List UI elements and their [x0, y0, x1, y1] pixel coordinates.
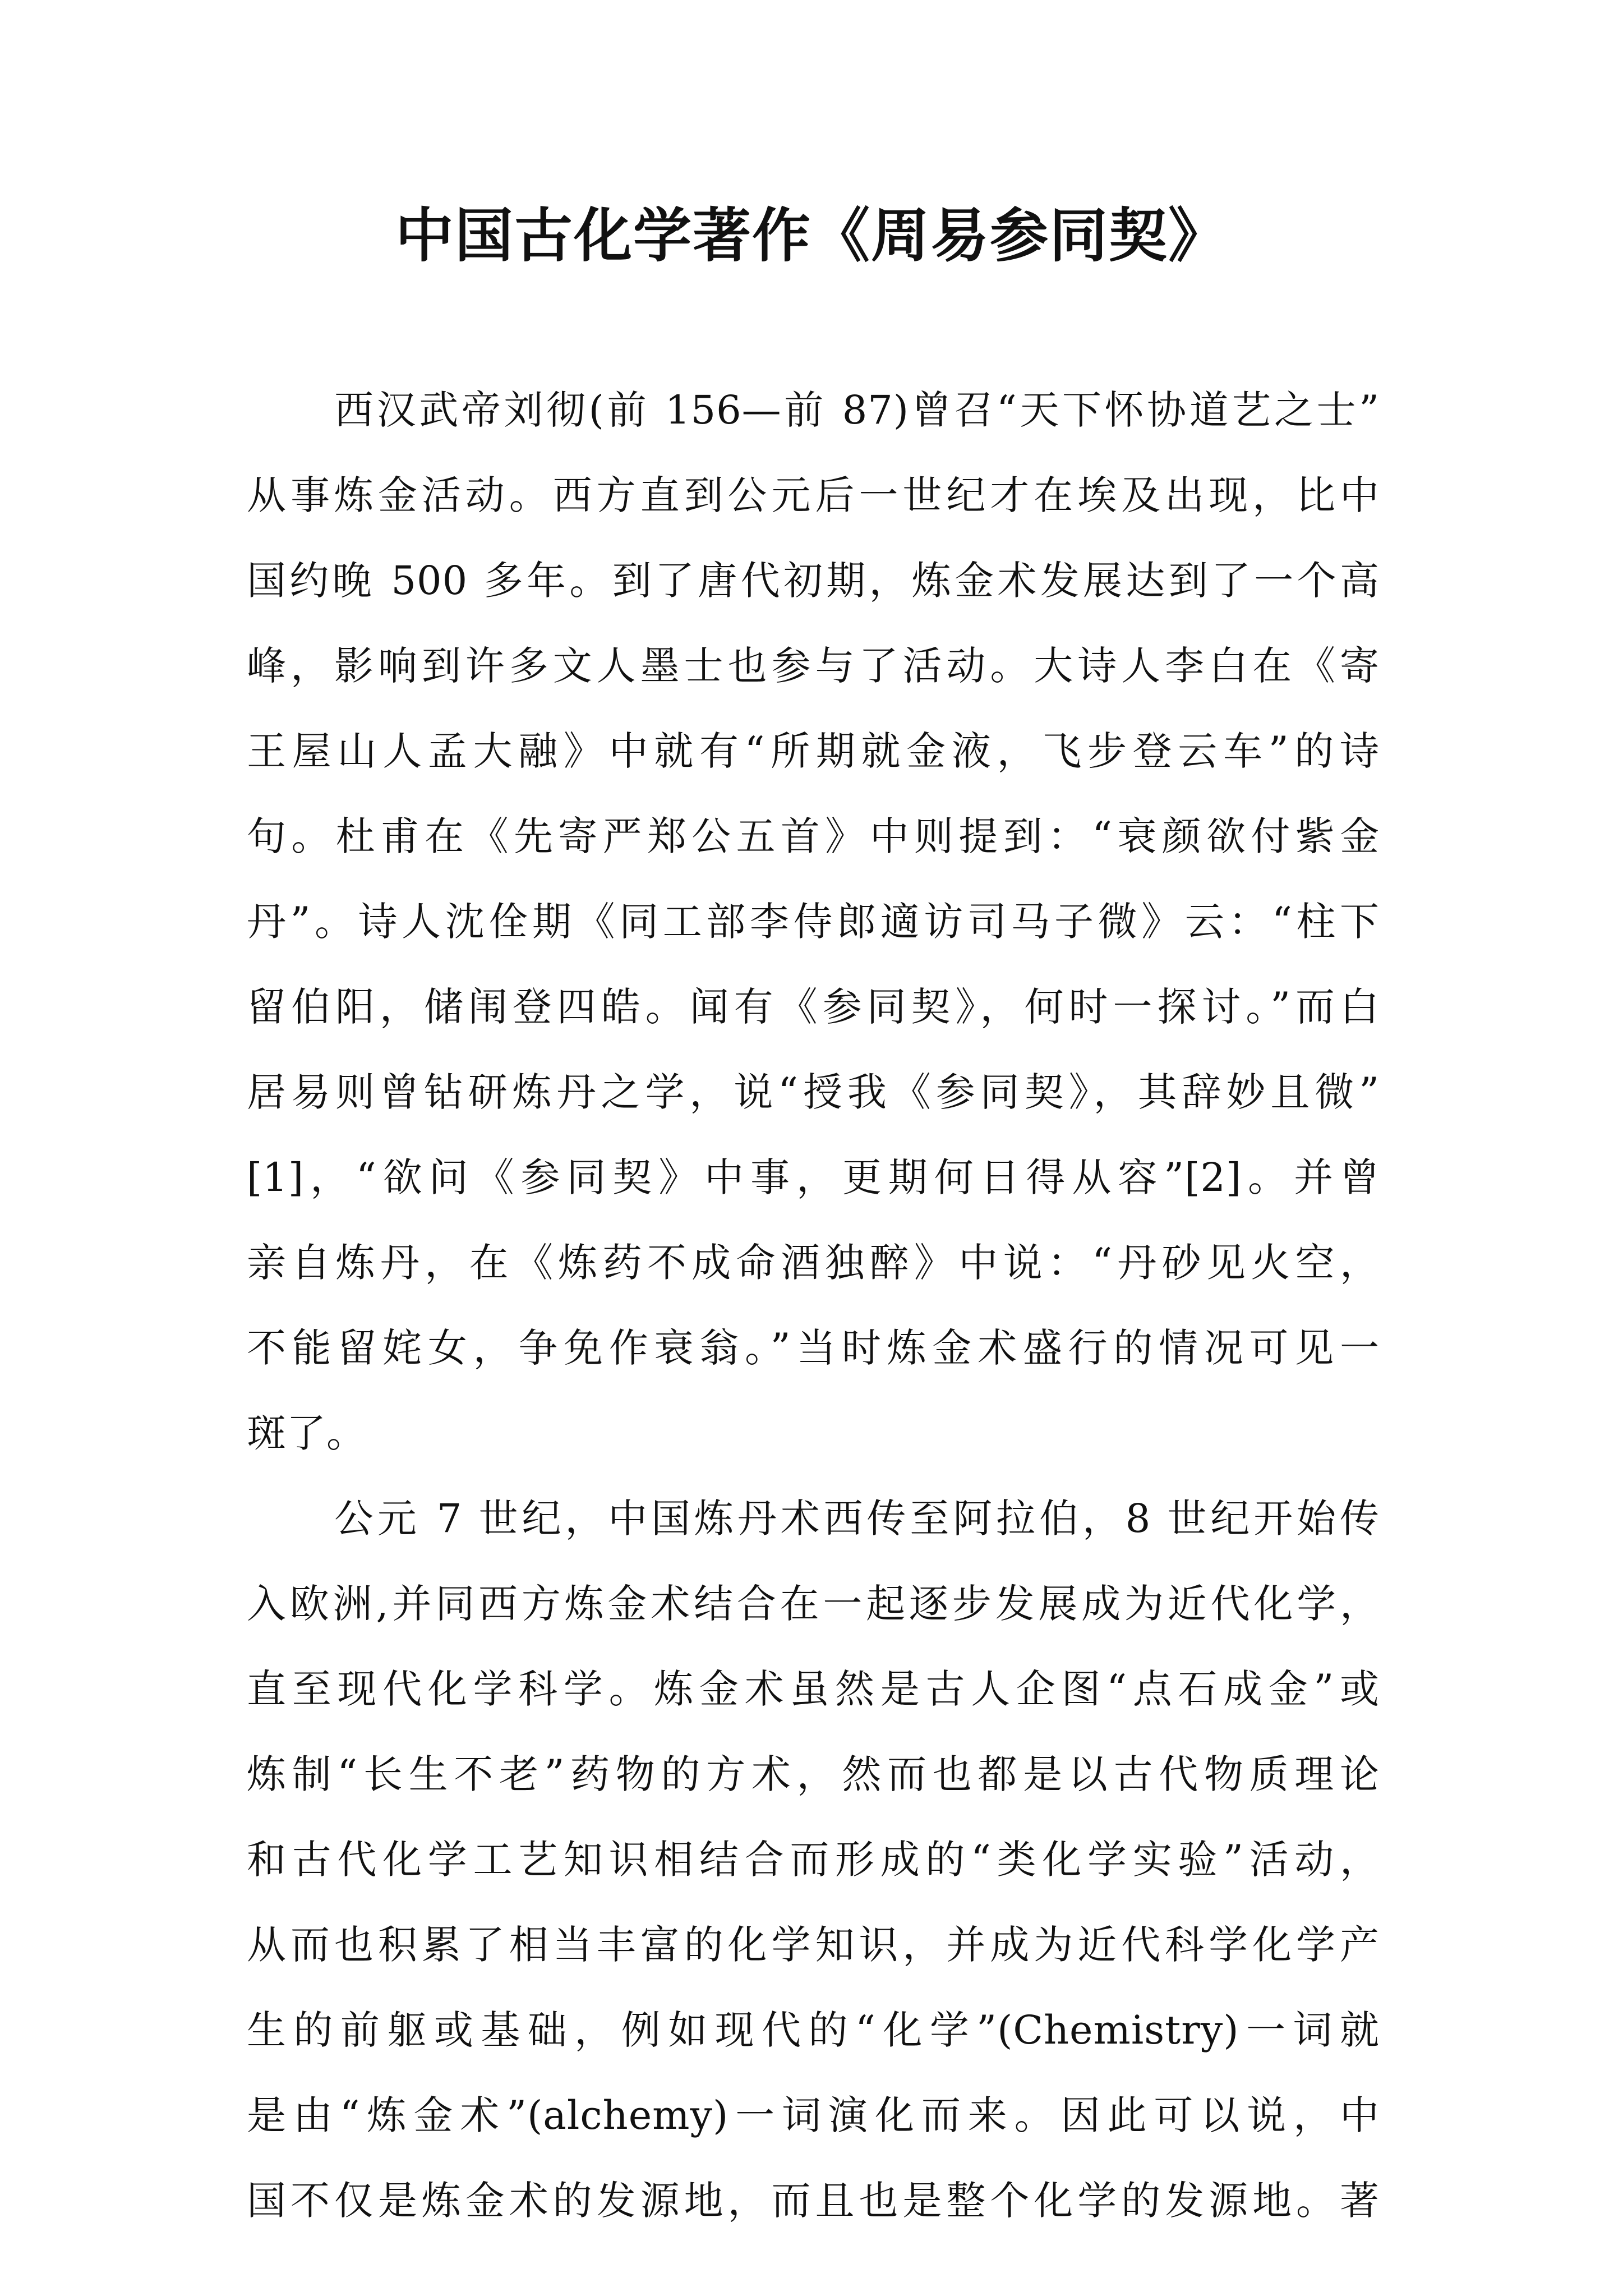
paragraph-line: 生的前躯或基础，例如现代的“化学”(Chemistry)一词就	[247, 2007, 1380, 2053]
paragraph-line: 公元 7 世纪，中国炼丹术西传至阿拉伯，8 世纪开始传	[334, 1496, 1380, 1542]
document-title: 中国古化学著作《周易参同契》	[395, 201, 1228, 270]
paragraph-line: 不能留姹女，争免作衰翁。”当时炼金术盛行的情况可见一	[247, 1325, 1380, 1371]
paragraph-line: 从而也积累了相当丰富的化学知识，并成为近代科学化学产	[247, 1922, 1380, 1968]
paragraph-line: 国不仅是炼金术的发源地，而且也是整个化学的发源地。著	[247, 2178, 1380, 2224]
paragraph-line: 亲自炼丹，在《炼药不成命酒独醉》中说：“丹砂见火空，	[247, 1240, 1380, 1286]
document-body	[247, 367, 1380, 2243]
paragraph-line: 留伯阳，储闱登四皓。闻有《参同契》，何时一探讨。”而白	[247, 984, 1380, 1030]
paragraph-line: 从事炼金活动。西方直到公元后一世纪才在埃及出现，比中	[247, 472, 1380, 518]
paragraph-line: 国约晚 500 多年。到了唐代初期，炼金术发展达到了一个高	[247, 558, 1380, 604]
paragraph-line: 斑了。	[247, 1410, 366, 1456]
paragraph-1	[247, 367, 1380, 1476]
paragraph-line: 炼制“长生不老”药物的方术，然而也都是以古代物质理论	[247, 1751, 1380, 1797]
paragraph-line: 西汉武帝刘彻(前 156—前 87)曾召“天下怀协道艺之士”	[334, 387, 1380, 433]
paragraph-line: [1]，“欲问《参同契》中事，更期何日得从容”[2]。并曾	[247, 1154, 1380, 1200]
paragraph-line: 王屋山人孟大融》中就有“所期就金液，飞步登云车”的诗	[247, 728, 1380, 774]
paragraph-line: 是由“炼金术”(alchemy)一词演化而来。因此可以说，中	[247, 2092, 1380, 2138]
paragraph-line: 句。杜甫在《先寄严郑公五首》中则提到：“衰颜欲付紫金	[247, 813, 1380, 859]
paragraph-2	[247, 1476, 1380, 2243]
paragraph-line: 峰，影响到许多文人墨士也参与了活动。大诗人李白在《寄	[247, 643, 1380, 689]
paragraph-line: 和古代化学工艺知识相结合而形成的“类化学实验”活动，	[247, 1837, 1380, 1883]
paragraph-line: 丹”。诗人沈佺期《同工部李侍郎適访司马子微》云：“柱下	[247, 899, 1380, 945]
paragraph-line: 直至现代化学科学。炼金术虽然是古人企图“点石成金”或	[247, 1666, 1380, 1712]
paragraph-line: 居易则曾钻研炼丹之学，说“授我《参同契》，其辞妙且微”	[247, 1069, 1380, 1115]
paragraph-line: 入欧洲,并同西方炼金术结合在一起逐步发展成为近代化学，	[247, 1581, 1380, 1627]
